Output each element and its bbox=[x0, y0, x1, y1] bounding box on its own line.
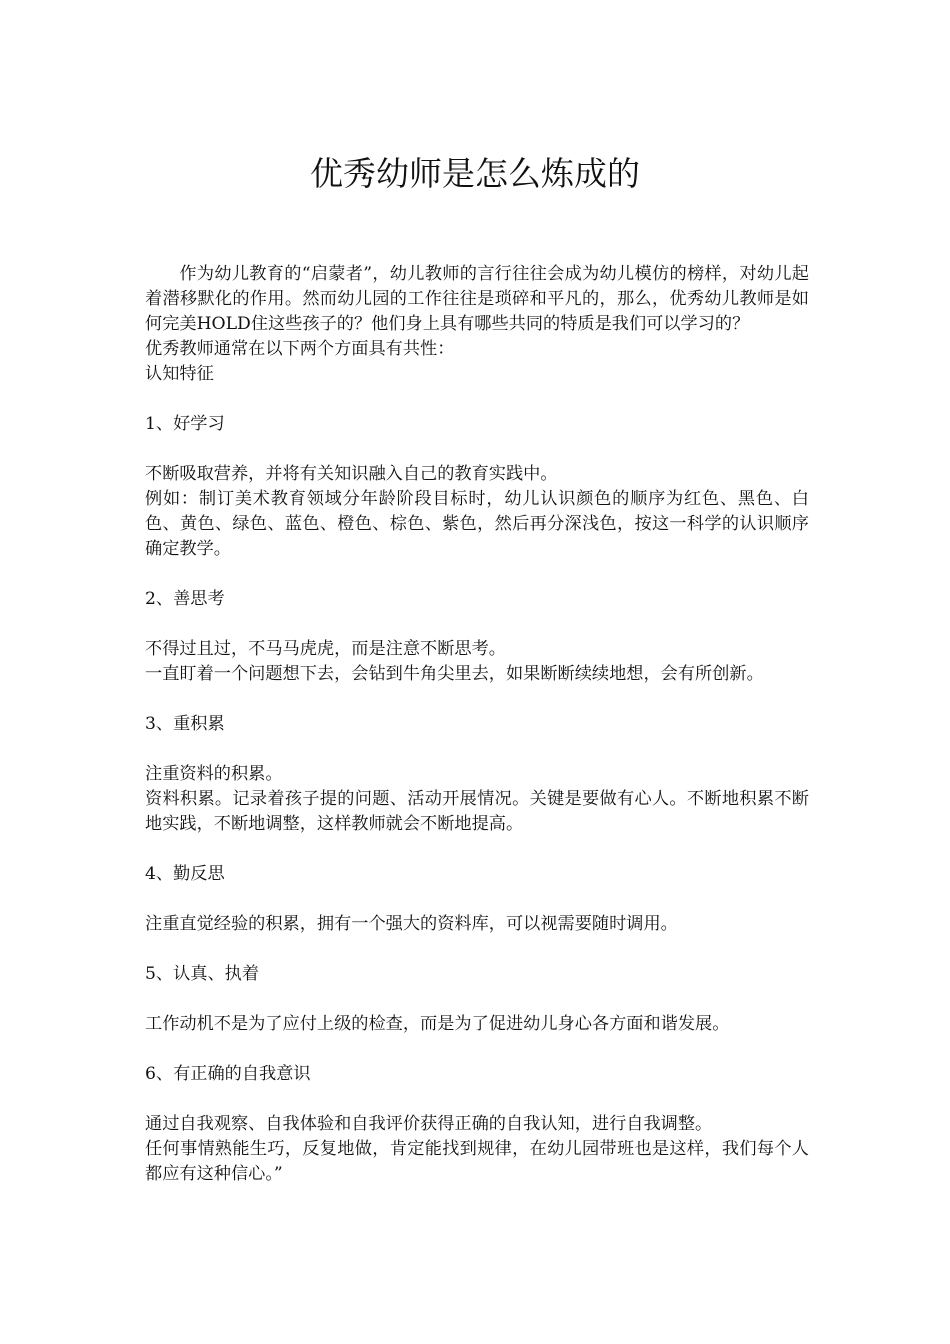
item-3-line-2: 资料积累。记录着孩子提的问题、活动开展情况。关键是要做有心人。不断地积累不断地实践，不断地调整，这样教师就会不断地提高。 bbox=[145, 789, 809, 834]
item-heading-1: 1、好学习 bbox=[145, 414, 225, 434]
item-heading-3: 3、重积累 bbox=[145, 714, 225, 734]
spacer bbox=[145, 387, 809, 412]
item-heading-2: 2、善思考 bbox=[145, 589, 225, 609]
spacer bbox=[145, 1037, 809, 1062]
spacer bbox=[145, 562, 809, 587]
item-6-line-2: 任何事情熟能生巧，反复地做，肯定能找到规律，在幼儿园带班也是这样，我们每个人都应有这种信心。” bbox=[145, 1139, 809, 1184]
item-heading-5: 5、认真、执着 bbox=[145, 964, 260, 984]
spacer bbox=[145, 737, 809, 762]
intro-paragraph: 作为幼儿教育的“启蒙者”，幼儿教师的言行往往会成为幼儿模仿的榜样，对幼儿起着潜移默化的作用。然而幼儿园的工作往往是琐碎和平凡的，那么，优秀幼儿教师是如何完美HOLD住这些孩子的？他们身上具有哪些共同的特质是我们可以学习的？ bbox=[145, 264, 809, 334]
item-3-line-1: 注重资料的积累。 bbox=[145, 764, 283, 784]
item-heading-6: 6、有正确的自我意识 bbox=[145, 1064, 311, 1084]
section-heading: 认知特征 bbox=[145, 364, 214, 384]
spacer bbox=[145, 937, 809, 962]
spacer bbox=[145, 612, 809, 637]
spacer bbox=[145, 887, 809, 912]
item-1-line-2: 例如：制订美术教育领域分年龄阶段目标时，幼儿认识颜色的顺序为红色、黑色、白色、黄色、绿色、蓝色、橙色、棕色、紫色，然后再分深浅色，按这一科学的认识顺序确定教学。 bbox=[145, 489, 809, 559]
item-5-line-1: 工作动机不是为了应付上级的检查，而是为了促进幼儿身心各方面和谐发展。 bbox=[145, 1014, 730, 1034]
spacer bbox=[145, 437, 809, 462]
summary-line: 优秀教师通常在以下两个方面具有共性： bbox=[145, 339, 455, 359]
item-2-line-2: 一直盯着一个问题想下去，会钻到牛角尖里去，如果断断续续地想，会有所创新。 bbox=[145, 664, 764, 684]
spacer bbox=[145, 1087, 809, 1112]
spacer bbox=[145, 687, 809, 712]
spacer bbox=[145, 837, 809, 862]
item-4-line-1: 注重直觉经验的积累，拥有一个强大的资料库，可以视需要随时调用。 bbox=[145, 914, 678, 934]
item-heading-4: 4、勤反思 bbox=[145, 864, 225, 884]
item-1-line-1: 不断吸取营养，并将有关知识融入自己的教育实践中。 bbox=[145, 464, 558, 484]
item-6-line-1: 通过自我观察、自我体验和自我评价获得正确的自我认知，进行自我调整。 bbox=[145, 1114, 713, 1134]
document-body bbox=[145, 262, 809, 1187]
spacer bbox=[145, 987, 809, 1012]
document-title: 优秀幼师是怎么炼成的 bbox=[310, 154, 640, 193]
item-2-line-1: 不得过且过，不马马虎虎，而是注意不断思考。 bbox=[145, 639, 506, 659]
